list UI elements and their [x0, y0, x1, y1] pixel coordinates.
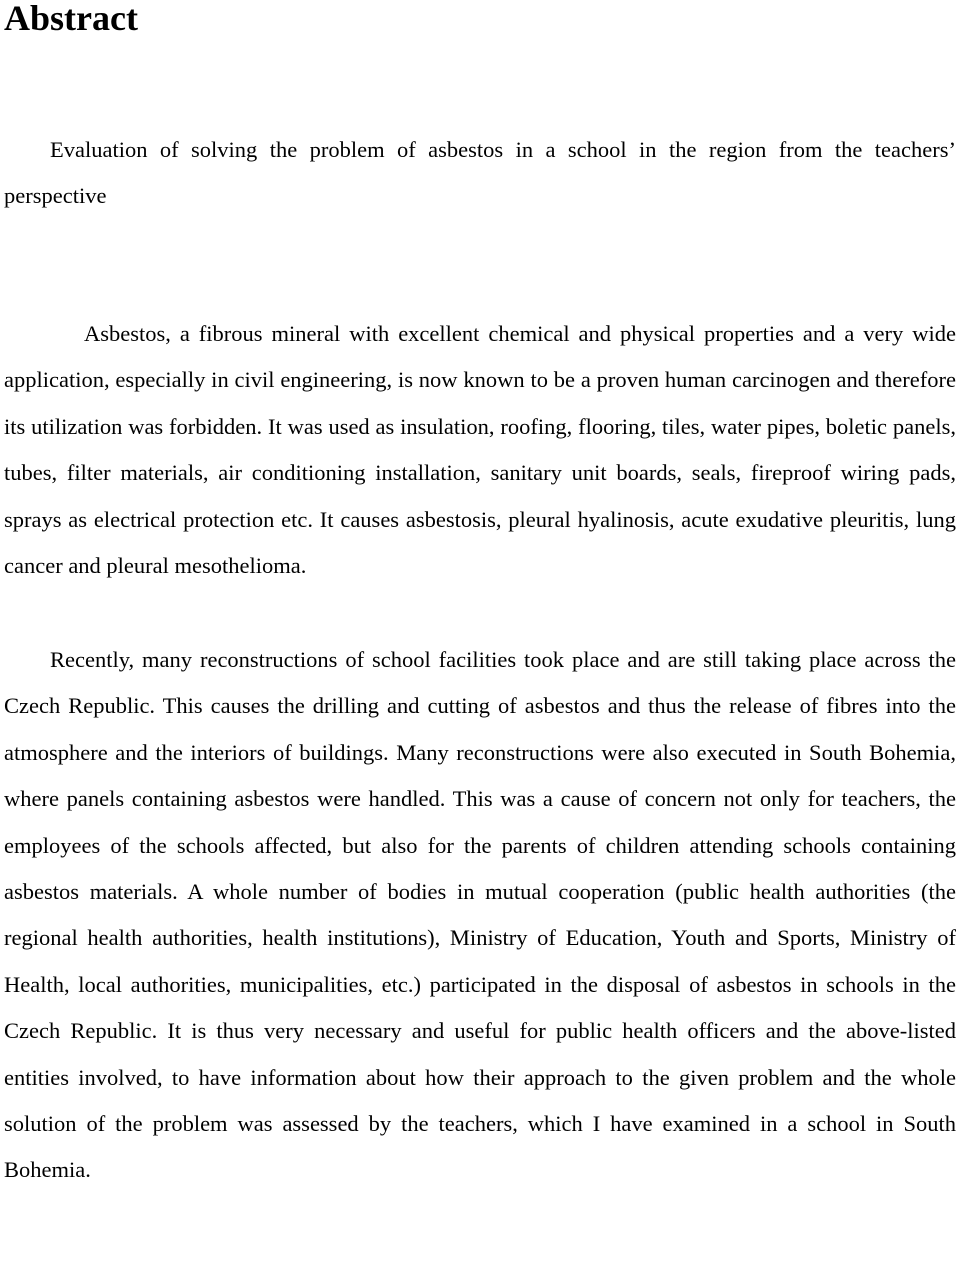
- thesis-title: Evaluation of solving the problem of asbestos in a school in the region from the teachers’ perspective: [4, 137, 956, 209]
- abstract-paragraph-2: Recently, many reconstructions of school facilities took place and are still taking place across the Czech Republic. This causes the drilling and cutting of asbestos and thus the release of fibres into the atmosphere and the interiors of buildings. Many reconstructions were also executed in South Bohemia, where panels containing asbestos were handled. This was a cause of concern not only for teachers, the employees of the schools affected, but also for the parents of children attending schools containing asbestos materials. A whole number of bodies in mutual cooperation (public health authorities (the regional health authorities, health institutions), Ministry of Education, Youth and Sports, Ministry of Health, local authorities, municipalities, etc.) participated in the disposal of asbestos in schools in the Czech Republic. It is thus very necessary and useful for public health officers and the above-listed entities involved, to have information about how their approach to the given problem and the whole solution of the problem was assessed by the teachers, which I have examined in a school in South Bohemia.: [4, 647, 956, 1183]
- abstract-heading: Abstract: [4, 0, 138, 38]
- abstract-paragraph-1: Asbestos, a fibrous mineral with excellent chemical and physical properties and a very wide application, especially in civil engineering, is now known to be a proven human carcinogen and therefore its utilization was forbidden. It was used as insulation, roofing, flooring, tiles, water pipes, boletic panels, tubes, filter materials, air conditioning installation, sanitary unit boards, seals, fireproof wiring pads, sprays as electrical protection etc. It causes asbestosis, pleural hyalinosis, acute exudative pleuritis, lung cancer and pleural mesothelioma.: [4, 321, 956, 579]
